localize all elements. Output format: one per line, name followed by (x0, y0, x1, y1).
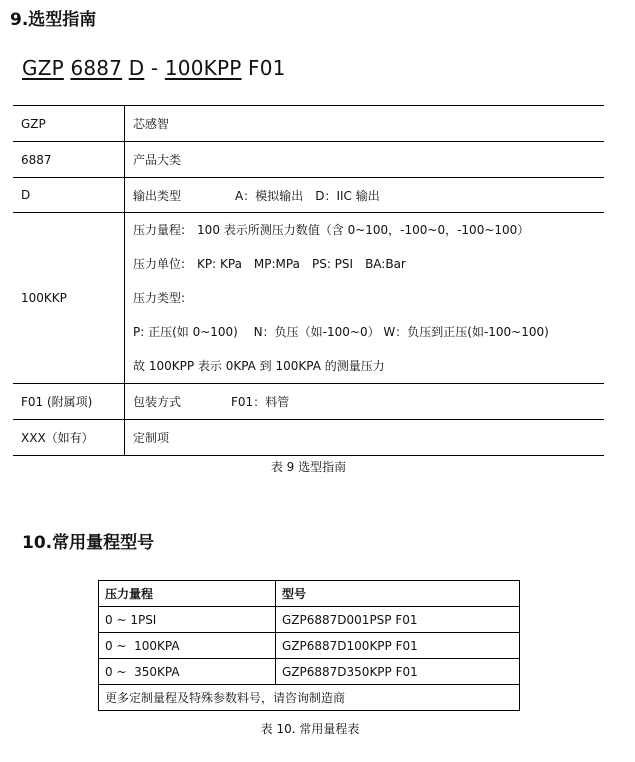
selection-guide-table (13, 105, 604, 456)
column-header-model: 型号 (276, 581, 520, 607)
table-10-caption: 表 10. 常用量程表 (260, 722, 360, 736)
table-row (13, 142, 604, 178)
model-part-brand: GZP (22, 56, 64, 80)
model-part-output: D (128, 56, 145, 80)
table-9-caption: 表 9 选型指南 (270, 460, 347, 474)
column-header-range: 压力量程 (99, 581, 276, 607)
table-row (13, 384, 604, 420)
table-row (99, 633, 520, 659)
model-cell: GZP6887D100KPP F01 (276, 633, 520, 659)
row-code-category: 6887 (13, 142, 125, 178)
row-desc-range (125, 213, 605, 384)
row-code-output: D (13, 178, 125, 213)
range-line: 压力类型: (133, 291, 186, 305)
range-line: 压力量程: 100 表示所测压力数值（含 0~100，-100~0，-100~100） (133, 223, 530, 237)
row-desc-custom: 定制项 (125, 420, 605, 456)
output-label: 输出类型 (133, 188, 182, 203)
package-option: F01：料管 (231, 395, 290, 409)
row-code-custom: XXX（如有） (13, 420, 125, 456)
table-row (99, 607, 520, 633)
range-cell: 0 ~ 1PSI (99, 607, 276, 633)
range-line: 故 100KPP 表示 0KPA 到 100KPA 的测量压力 (133, 359, 385, 373)
row-code-range: 100KKP (13, 213, 125, 384)
range-line: 压力单位: KP: KPa MP:MPa PS: PSI BA:Bar (133, 257, 406, 271)
common-range-table (98, 580, 520, 711)
section-9-heading: 9.选型指南 (10, 10, 97, 30)
model-part-range: 100KPP (164, 56, 242, 80)
range-cell: 0 ~ 100KPA (99, 633, 276, 659)
model-number-breakdown (22, 56, 286, 80)
table-row (13, 420, 604, 456)
row-code-brand: GZP (13, 106, 125, 142)
model-cell: GZP6887D350KPP F01 (276, 659, 520, 685)
table-row (99, 659, 520, 685)
row-code-package: F01 (附属项) (13, 384, 125, 420)
table-row (13, 178, 604, 213)
section-10-heading: 10.常用量程型号 (22, 533, 155, 553)
model-part-category: 6887 (70, 56, 123, 80)
range-cell: 0 ~ 350KPA (99, 659, 276, 685)
model-part-package: F01 (248, 56, 286, 80)
model-cell: GZP6887D001PSP F01 (276, 607, 520, 633)
row-desc-category: 产品大类 (125, 142, 605, 178)
custom-inquiry-note: 更多定制量程及特殊参数料号，请咨询制造商 (99, 685, 520, 711)
row-desc-output (125, 178, 605, 213)
table-header-row (99, 581, 520, 607)
package-label: 包装方式 (133, 395, 182, 409)
row-desc-brand: 芯感智 (125, 106, 605, 142)
model-separator: - (150, 56, 159, 80)
table-footer-row (99, 685, 520, 711)
range-line: P: 正压(如 0~100) N：负压（如-100~0） W：负压到正压(如-100~100) (133, 325, 549, 339)
output-options: A：模拟输出 D：IIC 输出 (235, 188, 380, 203)
table-row (13, 106, 604, 142)
row-desc-package (125, 384, 605, 420)
table-row (13, 213, 604, 384)
